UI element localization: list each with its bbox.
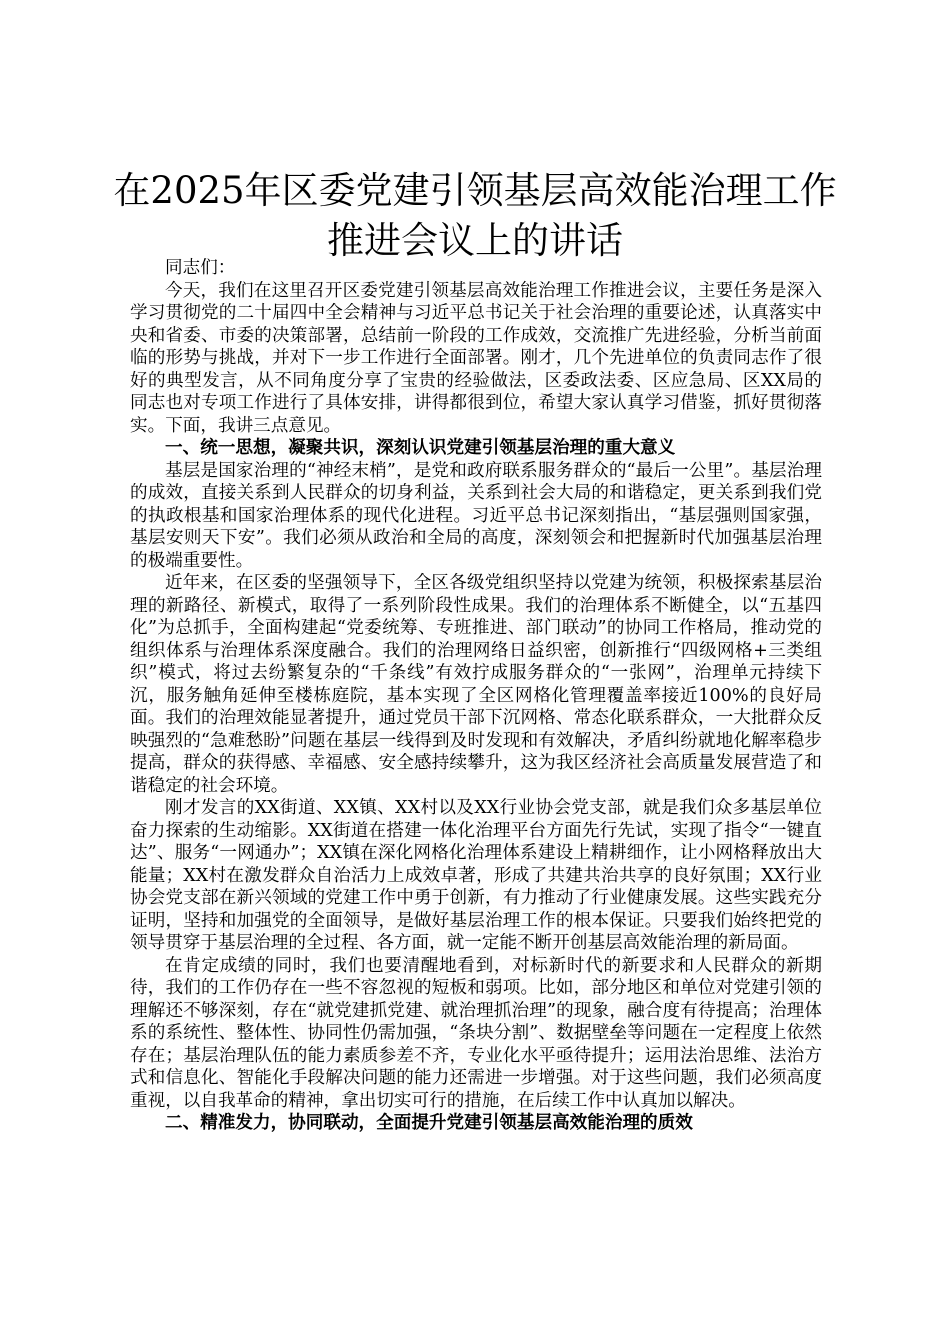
title-line-1: 在2025年区委党建引领基层高效能治理工作 <box>113 169 837 212</box>
paragraph: 近年来，在区委的坚强领导下，全区各级党组织坚持以党建为统领，积极探索基层治理的新路径、新模式，取得了一系列阶段性成果。我们的治理体系不断健全，以“五基四化”为总抓手，全面构建起“党委统筹、专班推进、部门联动”的协同工作格局，推动党的组织体系与治理体系深度融合。我们的治理网络日益织密，创新推行“四级网格+三类组织”模式，将过去纷繁复杂的“千条线”有效拧成服务群众的“一张网”，治理单元持续下沉，服务触角延伸至楼栋庭院，基本实现了全区网格化管理覆盖率接近100%的良好局面。我们的治理效能显著提升，通过党员干部下沉网格、常态化联系群众，一大批群众反映强烈的“急难愁盼”问题在基层一线得到及时发现和有效解决，矛盾纠纷就地化解率稳步提高，群众的获得感、幸福感、安全感持续攀升，这为我区经济社会高质量发展营造了和谐稳定的社会环境。 <box>130 573 822 796</box>
section-heading-1: 一、统一思想，凝聚共识，深刻认识党建引领基层治理的重大意义 <box>165 437 676 458</box>
document-title <box>100 166 850 266</box>
paragraph: 刚才发言的XX街道、XX镇、XX村以及XX行业协会党支部，就是我们众多基层单位奋力探索的生动缩影。XX街道在搭建一体化治理平台方面先行先试，实现了指令“一键直达”、服务“一网通办”；XX镇在深化网格化治理体系建设上精耕细作，让小网格释放出大能量；XX村在激发群众自治活力上成效卓著，形成了共建共治共享的良好氛围；XX行业协会党支部在新兴领域的党建工作中勇于创新，有力推动了行业健康发展。这些实践充分证明，坚持和加强党的全面领导，是做好基层治理工作的根本保证。只要我们始终把党的领导贯穿于基层治理的全过程、各方面，就一定能不断开创基层高效能治理的新局面。 <box>130 798 822 953</box>
title-line-2: 推进会议上的讲话 <box>327 219 623 262</box>
paragraph-intro: 今天，我们在这里召开区委党建引领基层高效能治理工作推进会议，主要任务是深入学习贯彻党的二十届四中全会精神与习近平总书记关于社会治理的重要论述，认真落实中央和省委、市委的决策部署，总结前一阶段的工作成效，交流推广先进经验，分析当前面临的形势与挑战，并对下一步工作进行全面部署。刚才，几个先进单位的负责同志作了很好的典型发言，从不同角度分享了宝贵的经验做法，区委政法委、区应急局、区XX局的同志也对专项工作进行了具体安排，讲得都很到位，希望大家认真学习借鉴，抓好贯彻落实。下面，我讲三点意见。 <box>130 280 822 436</box>
document-body <box>130 257 822 1135</box>
section-heading-2: 二、精准发力，协同联动，全面提升党建引领基层高效能治理的质效 <box>165 1112 693 1133</box>
paragraph: 在肯定成绩的同时，我们也要清醒地看到，对标新时代的新要求和人民群众的新期待，我们的工作仍存在一些不容忽视的短板和弱项。比如，部分地区和单位对党建引领的理解还不够深刻，存在“就党建抓党建、就治理抓治理”的现象，融合度有待提高；治理体系的系统性、整体性、协同性仍需加强，“条块分割”、数据壁垒等问题在一定程度上依然存在；基层治理队伍的能力素质参差不齐，专业化水平亟待提升；运用法治思维、法治方式和信息化、智能化手段解决问题的能力还需进一步增强。对于这些问题，我们必须高度重视，以自我革命的精神，拿出切实可行的措施，在后续工作中认真加以解决。 <box>130 955 822 1111</box>
paragraph: 基层是国家治理的“神经末梢”，是党和政府联系服务群众的“最后一公里”。基层治理的成效，直接关系到人民群众的切身利益，关系到社会大局的和谐稳定，更关系到我们党的执政根基和国家治理体系的现代化进程。习近平总书记深刻指出，“基层强则国家强，基层安则天下安”。我们必须从政治和全局的高度，深刻领会和把握新时代加强基层治理的极端重要性。 <box>130 460 822 571</box>
salutation: 同志们： <box>165 258 236 278</box>
